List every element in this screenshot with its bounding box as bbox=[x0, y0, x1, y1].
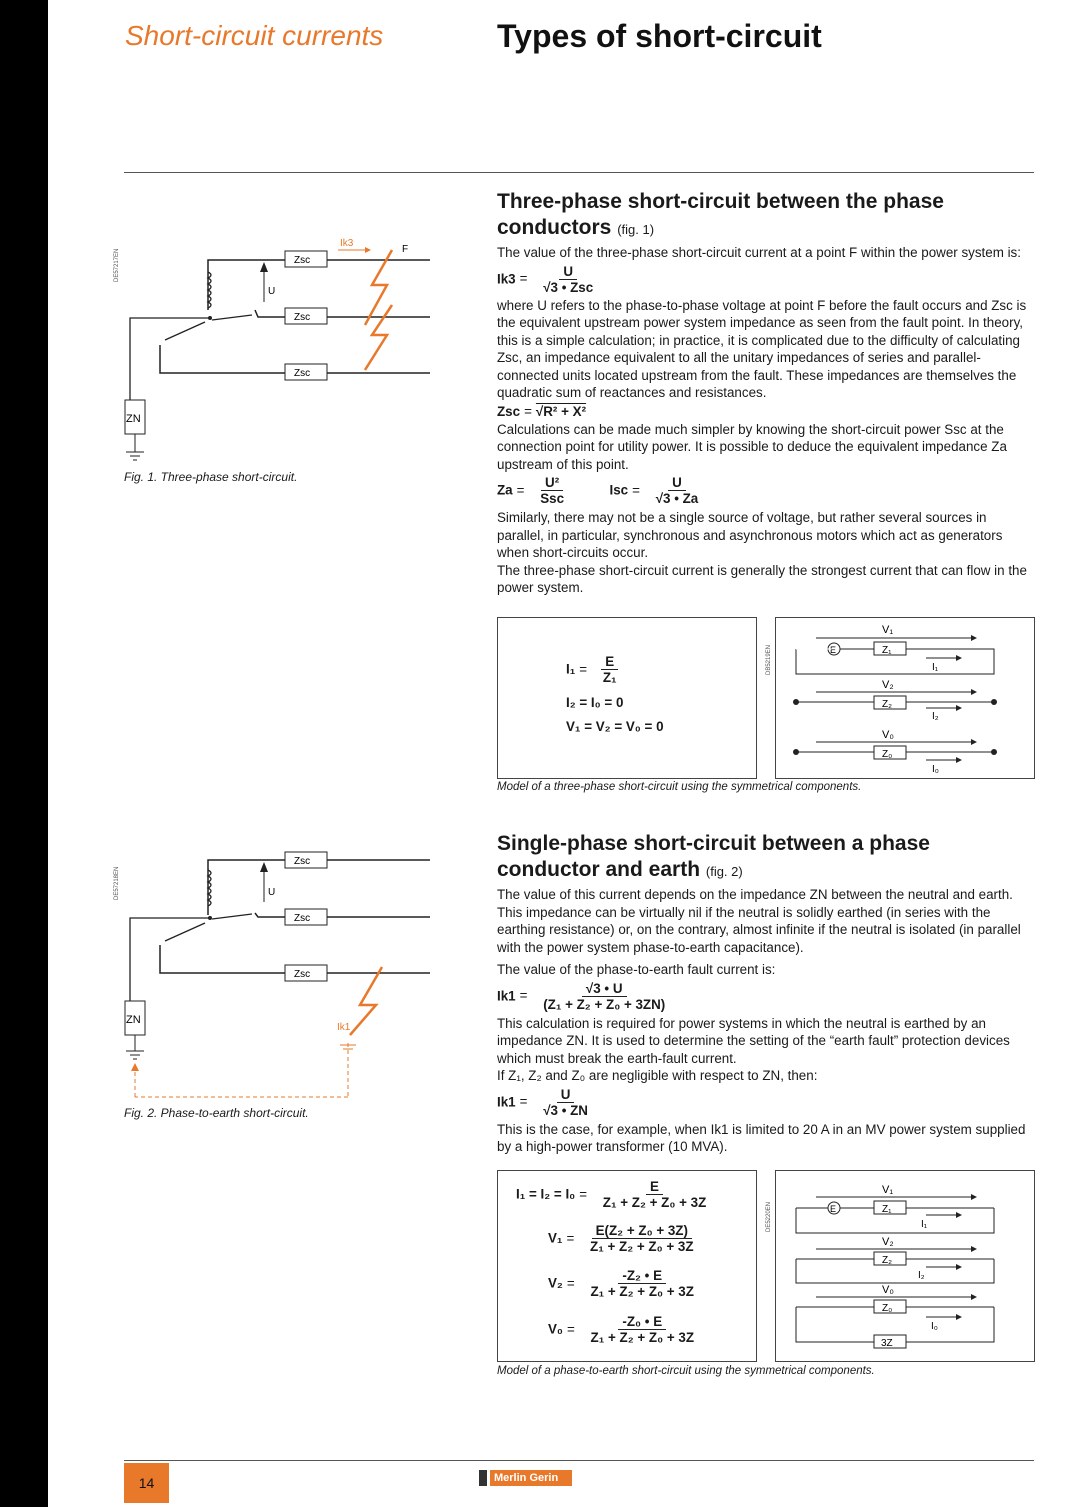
fig2-zsc-1: Zsc bbox=[294, 856, 311, 867]
model2-equations-box bbox=[497, 1170, 757, 1362]
formula-ik3: Ik3 = $\frac{U}{\text{√3 • Zsc}}$ bbox=[497, 263, 594, 295]
model1-symmetrical-diagram bbox=[776, 618, 1034, 778]
fig2-code: DE57218EN bbox=[114, 866, 120, 900]
brand-name: Merlin Gerin bbox=[490, 1470, 572, 1486]
fig1-lightning-icon-2 bbox=[365, 305, 392, 370]
model2-code: DE5220EN bbox=[766, 1201, 772, 1232]
fig1-f-label: F bbox=[402, 244, 409, 255]
model2-symmetrical-diagram bbox=[776, 1171, 1034, 1361]
model1-diagram-box bbox=[775, 617, 1035, 779]
fig2-zsc-3: Zsc bbox=[294, 969, 311, 980]
svg-text:V₁: V₁ bbox=[882, 624, 894, 636]
single-phase-p3: This calculation is required for power systems in which the neutral is earthed by an impedance ZN. It is used to determine the setting of the “earth fault” protection devices which must break the earth-fault current. bbox=[497, 1015, 1010, 1066]
model2-eq3: V₂ = $\frac{\text{-Z₂ • E}}{\text{Z₁ + Z₂ + Z₀ + 3Z}}$ bbox=[548, 1268, 694, 1299]
footer-rule bbox=[124, 1460, 1034, 1461]
svg-text:V₂: V₂ bbox=[882, 679, 894, 691]
fig1-code: DE57217EN bbox=[114, 248, 120, 282]
model1-eq-i2: I₂ = I₀ = 0 bbox=[566, 695, 624, 710]
svg-text:3Z: 3Z bbox=[881, 1338, 893, 1349]
page-number: 14 bbox=[124, 1463, 169, 1503]
fig1-zsc-2: Zsc bbox=[294, 312, 311, 323]
three-phase-p1: The value of the three-phase short-circuit current at a point F within the power system is: bbox=[497, 245, 1021, 260]
svg-text:Z₁: Z₁ bbox=[882, 645, 892, 656]
svg-text:I₀: I₀ bbox=[932, 764, 939, 775]
formula-ik1: Ik1 = $\frac{√3 • U}{\text{(Z₁ + Z₂ + Z₀ + 3ZN)}}$ bbox=[497, 980, 666, 1012]
fig1-zsc-1: Zsc bbox=[294, 255, 311, 266]
fig2-lightning-icon bbox=[350, 967, 382, 1035]
formula-za-isc: Za = $\frac{\text{U²}}{\text{Ssc}}$ Isc = $\frac{U}{√3 • Za}$ bbox=[497, 475, 699, 506]
svg-text:V₀: V₀ bbox=[882, 729, 894, 741]
three-phase-p5: The three-phase short-circuit current is generally the strongest current that can flow in the power system. bbox=[497, 562, 1027, 595]
svg-text:I₁: I₁ bbox=[932, 662, 939, 673]
model2-caption: Model of a phase-to-earth short-circuit using the symmetrical components. bbox=[497, 1365, 875, 1377]
fig2-ik1-label: Ik1 bbox=[337, 1022, 351, 1033]
model1-equations-box bbox=[497, 617, 757, 779]
single-phase-p2: The value of the phase-to-earth fault current is: bbox=[497, 962, 776, 977]
svg-text:Z₀: Z₀ bbox=[882, 749, 893, 760]
svg-text:Z₂: Z₂ bbox=[882, 1255, 892, 1266]
svg-text:Z₂: Z₂ bbox=[882, 699, 892, 710]
formula-zsc: Zsc = √R² + X² bbox=[497, 403, 587, 419]
svg-text:E: E bbox=[830, 1204, 837, 1214]
svg-text:Z₁: Z₁ bbox=[882, 1204, 892, 1215]
svg-text:V₀: V₀ bbox=[882, 1284, 894, 1296]
fig1-three-phase-diagram bbox=[120, 230, 440, 470]
single-phase-p5: This is the case, for example, when Ik1 is limited to 20 A in an MV power system supplied by a high-power transformer (10 MVA). bbox=[497, 1121, 1026, 1154]
svg-text:E: E bbox=[830, 645, 837, 655]
fig1-zn-label: ZN bbox=[126, 413, 141, 425]
model2-eq1: I₁ = I₂ = I₀ = $\frac{E}{\text{Z₁ + Z₂ + Z₀ + 3Z}}$ bbox=[516, 1179, 707, 1210]
fig1-caption: Fig. 1. Three-phase short-circuit. bbox=[124, 470, 298, 484]
model1-code: DB5219EN bbox=[766, 644, 772, 675]
single-phase-section bbox=[497, 831, 1037, 1156]
three-phase-p4: Similarly, there may not be a single source of voltage, but rather several sources in parallel, in particular, synchronous and asynchronous motors which act as generators when short-circuits occur. bbox=[497, 510, 1003, 560]
model2-diagram-box bbox=[775, 1170, 1035, 1362]
fig2-u-label: U bbox=[268, 887, 276, 898]
fig2-zn-label: ZN bbox=[126, 1014, 141, 1026]
fig1-zsc-3: Zsc bbox=[294, 368, 311, 379]
model1-eq-v: V₁ = V₂ = V₀ = 0 bbox=[566, 719, 664, 734]
fig1-ik3-label: Ik3 bbox=[340, 238, 354, 249]
svg-text:Z₀: Z₀ bbox=[882, 1303, 893, 1314]
brand-mark-icon bbox=[479, 1470, 487, 1486]
model2-eq4: V₀ = $\frac{\text{-Z₀ • E}}{\text{Z₁ + Z₂ + Z₀ + 3Z}}$ bbox=[548, 1314, 695, 1345]
svg-text:V₂: V₂ bbox=[882, 1236, 894, 1248]
header-rule bbox=[124, 172, 1034, 173]
svg-text:V₁: V₁ bbox=[882, 1184, 894, 1196]
fig2-zsc-2: Zsc bbox=[294, 913, 311, 924]
section-title: Short-circuit currents bbox=[125, 20, 384, 51]
three-phase-section bbox=[497, 189, 1037, 597]
fig2-phase-to-earth-diagram bbox=[120, 835, 440, 1105]
formula-ik1-simplified: Ik1 = $\frac{U}{√3 • ZN}$ bbox=[497, 1086, 588, 1118]
fig1-lightning-icon bbox=[365, 250, 392, 325]
three-phase-title: Three-phase short-circuit between the phase conductors (fig. 1) bbox=[497, 190, 944, 239]
three-phase-p3: Calculations can be made much simpler by knowing the short-circuit power Ssc at the connection point for utility power. It is possible to deduce the equivalent impedance Za upstream of this point. bbox=[497, 421, 1007, 472]
model1-eq-i1: I₁ = $\frac{E}{\text{Z₁}}$ bbox=[566, 654, 617, 685]
model2-eq2: V₁ = $\frac{\text{E(Z₂ + Z₀ + 3Z)}}{\text{Z₁ + Z₂ + Z₀ + 3Z}}$ bbox=[548, 1223, 694, 1254]
brand-logo bbox=[479, 1469, 572, 1487]
svg-text:I₀: I₀ bbox=[931, 1321, 938, 1332]
svg-text:I₂: I₂ bbox=[932, 711, 939, 722]
svg-text:I₂: I₂ bbox=[918, 1270, 925, 1281]
model1-caption: Model of a three-phase short-circuit using the symmetrical components. bbox=[497, 781, 862, 793]
single-phase-p4: If Z₁, Z₂ and Z₀ are negligible with respect to ZN, then: bbox=[497, 1068, 818, 1083]
single-phase-title: Single-phase short-circuit between a phase conductor and earth (fig. 2) bbox=[497, 832, 930, 881]
left-black-bar bbox=[0, 0, 48, 1507]
page-title: Types of short-circuit bbox=[497, 18, 822, 54]
svg-text:I₁: I₁ bbox=[921, 1219, 928, 1230]
single-phase-p1: The value of this current depends on the impedance ZN between the neutral and earth. This impedance can be virtually nil if the neutral is solidly earthed (in series with the earthing resistance) or, on the contrary, almost infinite if the neutral is isolated (in parallel with the power system phase-to-earth capacitance). bbox=[497, 887, 1021, 955]
fig1-u-label: U bbox=[268, 286, 276, 297]
three-phase-p2: where U refers to the phase-to-phase voltage at point F before the fault occurs and Zsc is the equivalent upstream power system impedance as seen from the fault point. In theory, this is a simple calculation; in practice, it is complicated due to the difficulty of calculating Zsc, an impedance equivalent to all the unitary impedances of series and parallel-connected units located upstream from the fault. These impedances are themselves the quadratic sum of reactances and resistances. bbox=[497, 297, 1027, 400]
fig2-caption: Fig. 2. Phase-to-earth short-circuit. bbox=[124, 1106, 309, 1120]
